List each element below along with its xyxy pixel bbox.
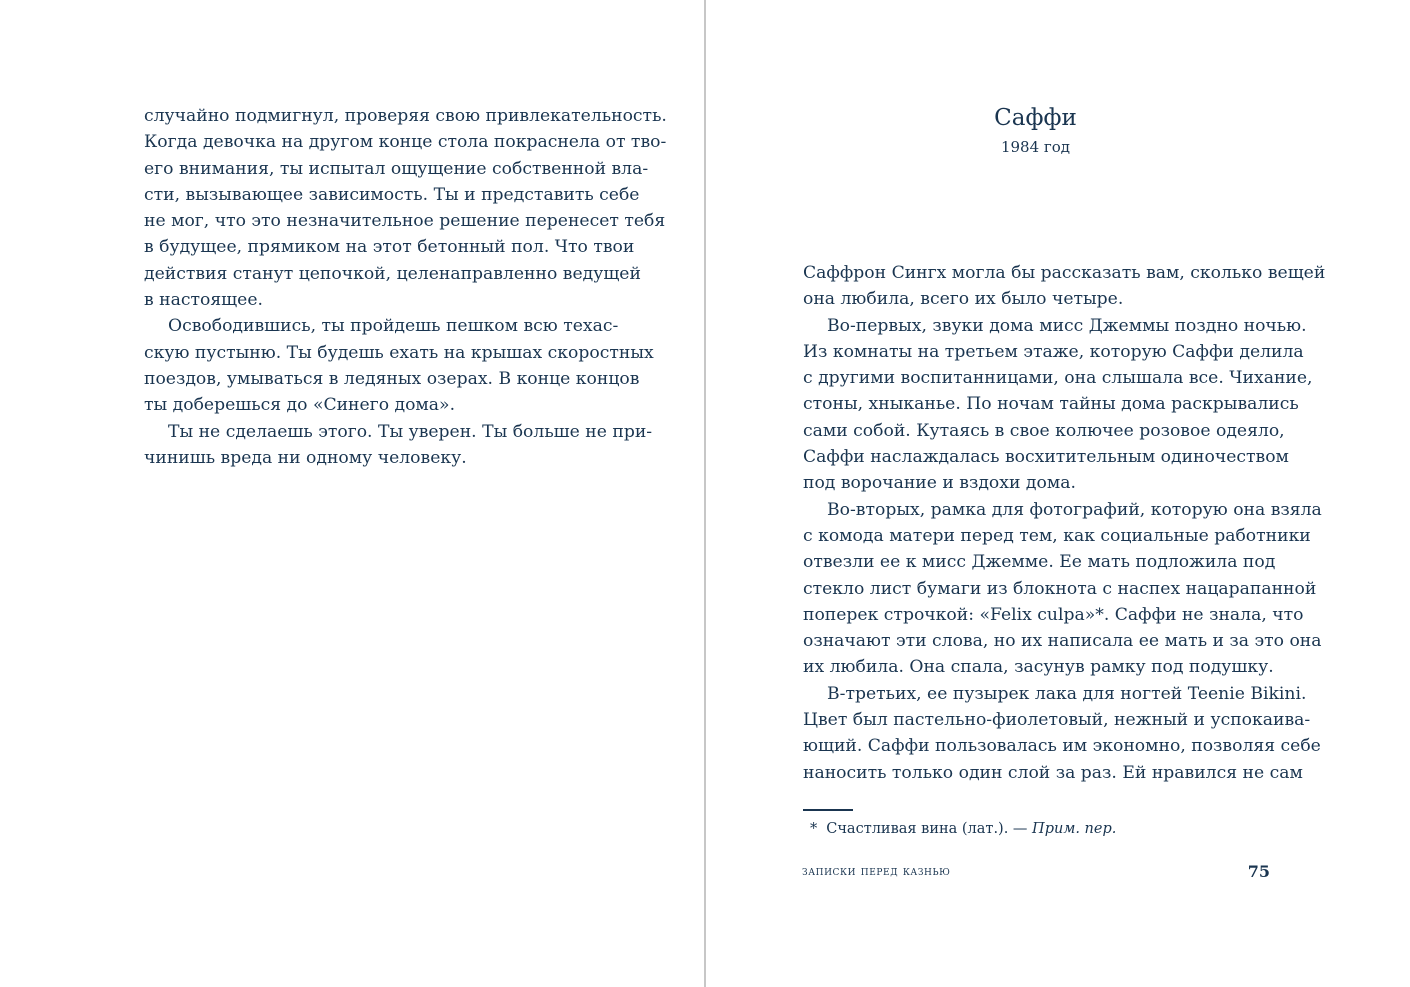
right-page-text-line: под ворочание и вздохи дома. — [803, 473, 1076, 494]
left-page-text-line: в будущее, прямиком на этот бетонный пол. Что твои — [144, 237, 635, 258]
running-head: записки перед казнью — [802, 864, 951, 879]
chapter-title: Саффи — [994, 105, 1077, 131]
left-page-text-line: действия станут цепочкой, целенаправленно ведущей — [144, 263, 641, 284]
right-page-text-line: стекло лист бумаги из блокнота с наспех нацарапанной — [803, 578, 1317, 599]
footnote — [810, 819, 1116, 839]
right-page-text-line: означают эти слова, но их написала ее мать и за это она — [803, 631, 1322, 652]
left-page-text-line: Когда девочка на другом конце стола покраснела от тво- — [144, 132, 667, 153]
left-page-text-line: в настоящее. — [144, 290, 263, 311]
footnote-text: Счастливая вина (лат.). — — [826, 821, 1033, 837]
right-page-text-line: она любила, всего их было четыре. — [803, 289, 1124, 310]
footnote-note: Прим. пер. — [1032, 821, 1117, 837]
left-page-text-line: Ты не сделаешь этого. Ты уверен. Ты больше не при- — [168, 421, 653, 442]
left-page-body — [144, 103, 667, 471]
right-page-text-line: отвезли ее к мисс Джемме. Ее мать подложила под — [803, 552, 1276, 573]
left-page-text-line: Освободившись, ты пройдешь пешком всю техас- — [168, 316, 619, 337]
left-page-text-line: ты доберешься до «Синего дома». — [144, 395, 456, 416]
right-page-text-line: В-третьих, ее пузырек лака для ногтей Teenie Bikini. — [827, 683, 1307, 704]
right-page-text-line: поперек строчкой: «Felix culpa»*. Саффи не знала, что — [803, 604, 1304, 625]
right-page-text-line: их любила. Она спала, засунув рамку под подушку. — [803, 657, 1274, 678]
right-page-text-line: стоны, хныканье. По ночам тайны дома раскрывались — [803, 394, 1299, 415]
right-page-text-line: сами собой. Кутаясь в свое колючее розовое одеяло, — [803, 420, 1285, 441]
right-page-text-line: ющий. Саффи пользовалась им экономно, позволяя себе — [803, 736, 1321, 757]
right-page-text-line: Саффрон Сингх могла бы рассказать вам, сколько вещей — [803, 263, 1326, 283]
left-page-text-line: чинишь вреда ни одному человеку. — [144, 447, 467, 468]
left-page-text-line: случайно подмигнул, проверяя свою привлекательность. — [144, 106, 667, 126]
right-page-text-line: Из комнаты на третьем этаже, которую Саффи делила — [803, 341, 1304, 362]
left-page-text-line: его внимания, ты испытал ощущение собственной вла- — [144, 158, 649, 179]
right-page-text-line: с другими воспитанницами, она слышала все. Чихание, — [803, 368, 1313, 389]
left-page-text-line: скую пустыню. Ты будешь ехать на крышах скоростных — [144, 342, 654, 363]
right-page-text-line: Во-вторых, рамка для фотографий, которую она взяла — [827, 499, 1322, 520]
right-page-text-line: Во-первых, звуки дома мисс Джеммы поздно ночью. — [827, 315, 1307, 336]
page-number: 75 — [1247, 862, 1270, 881]
footnote-rule — [803, 809, 853, 811]
left-page-text-line: сти, вызывающее зависимость. Ты и представить себе — [144, 184, 640, 205]
right-page-body — [803, 260, 1326, 786]
left-page-text-line: поездов, умываться в ледяных озерах. В конце концов — [144, 368, 640, 389]
footnote-mark: * — [810, 821, 818, 837]
right-page-text-line: наносить только один слой за раз. Ей нравился не сам — [803, 762, 1303, 783]
chapter-year: 1984 год — [1000, 138, 1071, 156]
right-page-text-line: Саффи наслаждалась восхитительным одиночеством — [803, 447, 1289, 468]
left-page-text-line: не мог, что это незначительное решение перенесет тебя — [144, 211, 666, 232]
page-gutter — [704, 0, 706, 987]
right-page-text-line: с комода матери перед тем, как социальные работники — [803, 525, 1311, 546]
right-page-text-line: Цвет был пастельно-фиолетовый, нежный и успокаива- — [803, 710, 1311, 731]
